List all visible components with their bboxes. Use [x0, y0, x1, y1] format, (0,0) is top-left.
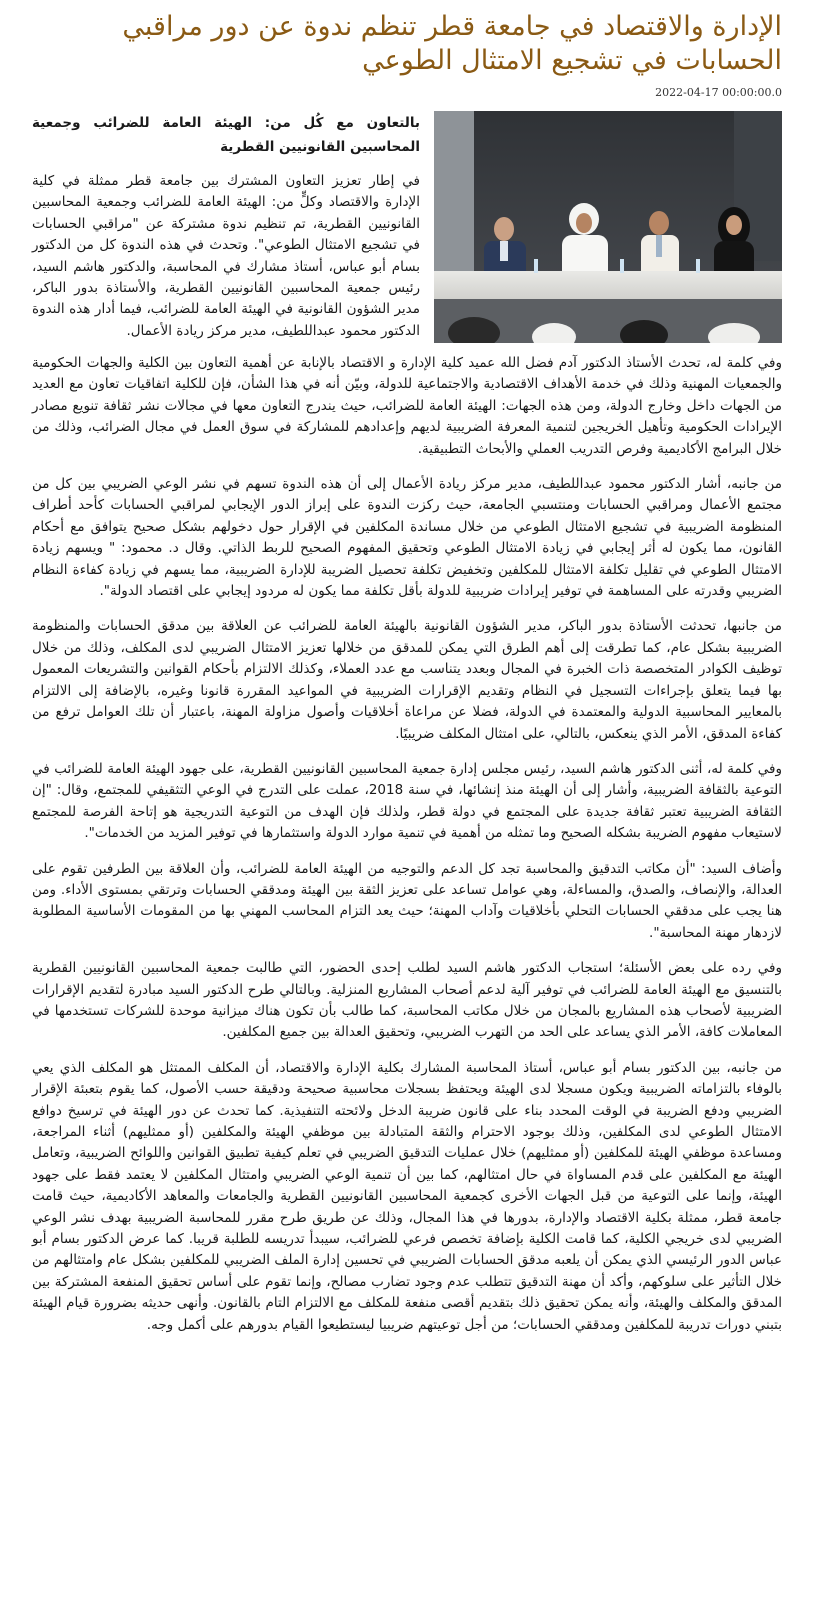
article-paragraph: وفي كلمة له، أثنى الدكتور هاشم السيد، رئيس مجلس إدارة جمعية المحاسبين القانونيين القطرية، على جهود الهيئة العامة للضرائب في التوعية بالثقافة الضريبية، وأشار إلى أن الهيئة منذ إنشائها، في سنة 2018، عملت على التدرج في الوعي التثقيفي للمجتمع، وقال: "إن الثقافة الضريبية تعتبر ثقافة جديدة على المجتمع في دولة قطر، ولذلك فإن الهدف من التوعية التدريجية هو إتاحة الفرصة للمجتمع لاستيعاب مفهوم الضريبة بشكله الصحيح وما تمثله من أهمية في تنمية موارد الدولة واستثمارها في توفير المزيد من الخدمات".	[32, 760, 782, 842]
article-paragraph: وفي رده على بعض الأسئلة؛ استجاب الدكتور هاشم السيد لطلب إحدى الحضور، التي طالبت جمعية المحاسبين القانونيين القطرية بالتنسيق مع الهيئة العامة للضرائب في توفير آلية لدعم أصحاب المشاريع المنزلية. وبالتالي طرح الدكتور السيد مبادرة لتقديم الإقرارات الضريبية لأصحاب هذه المشاريع بالمجان من خلال مكاتب المحاسبة، كما طالب بأن تكون هناك ميزانية موحدة للشركات تستخدمها في المعاملات كافة، الأمر الذي يساعد على الحد من التهرب الضريبي، وتحقيق العدالة بين جميع المكلفين.	[32, 960, 782, 1041]
article-paragraph: من جانبه، بين الدكتور بسام أبو عباس، أستاذ المحاسبة المشارك بكلية الإدارة والاقتصاد، أن المكلف الممتثل هو المكلف الذي يعي بالوفاء بالتزاماته الضريبية ويكون مسجلا لدى الهيئة ويحتفظ بسجلات محاسبية صحيحة ودقيقة حسب الأصول، كما يقوم بتعبئة الإقرار الضريبي ودفع الضريبة في الوقت المحدد بناء على قانون ضريبة الدخل ولائحته التنفيذية. كما تحدث عن دور الهيئة في ترسيخ دوافع الامتثال الطوعي لدى المكلفين، وذلك بوجود الاحترام والثقة المتبادلة بين موظفي الهيئة والمكلفين (أو ممثليهم) أثناء المراجعة، ومساعدة موظفي الهيئة للمكلفين (أو ممثليهم) خلال عمليات التدقيق الضريبي في تعلم كيفية تطبيق القوانين واللوائح الضريبية، وتعامل الهيئة مع المكلفين على قدم المساواة في حال امتثالهم، كما بين أن تنمية الوعي الضريبي وامتثال المكلفين لا يعتمد فقط على جهود الهيئة، وإنما على التوعية من قبل الجهات الأخرى كجمعية المحاسبين القانونيين القطرية والجامعات والمعاهد الأكاديمية، حيث قامت جامعة قطر، ممثلة بكلية الاقتصاد والإدارة، بدورها في هذا المجال، وذلك عن طريق طرح مقرر للمحاسبة الضريبية بهدف نشر الوعي الضريبي لدى خريجي الكلية، كما قامت الكلية بإضافة تخصص فرعي للضرائب، سيبدأ تدريسه للطلبة قريبا. كما عرض الدكتور بسام أبو عباس الدور الرئيسي الذي يمكن أن يلعبه مدقق الحسابات الضريبي في تحسين إدارة الملف الضريبي للمكلفين بشكل عام وامتثالهم من خلال التأثير على سلوكهم، وأكد أن مهنة التدقيق تتطلب عدم وجود تضارب مصالح، وإنما تقوم على أساس تحقيق المنفعة المشتركة بين المدقق والمكلف والهيئة، وأنه يمكن تحقيق ذلك بتقديم أقصى منفعة للمكلف مع الالتزام التام بالقانون. وأنهى حديثه بضرورة قيام الهيئة بتبني دورات تدريبة للمكلفين ومدققي الحسابات؛ من أجل توعيتهم ضريبيا ليستطيعوا القيام بدورهم على أكمل وجه.	[32, 1059, 782, 1333]
article-paragraph: وأضاف السيد: "أن مكاتب التدقيق والمحاسبة تجد كل الدعم والتوجيه من الهيئة العامة للضرائب، وأن العلاقة بين الطرفين تقوم على العدالة، والإنصاف، والصدق، والمساءلة، وهي عوامل تساعد على تعزيز الثقة بين الهيئة ومدققي الحسابات وترتقي بمستوى الأداء. ومن هنا يجب على مدققي الحسابات التحلي بأخلاقيات وآداب المهنة؛ حيث يعد التزام المحاسب المهني بها من المقومات الأساسية المطلوبة لازدهار مهنة المحاسبة".	[32, 860, 782, 941]
article-paragraph: في إطار تعزيز التعاون المشترك بين جامعة قطر ممثلة في كلية الإدارة والاقتصاد وكلٍّ من: الهيئة العامة للضرائب وجمعية المحاسبين القانونيين القطرية، تم تنظيم ندوة مشتركة عن "مراقبي الحسابات في تشجيع الامتثال الطوعي". وتحدث في هذه الندوة كل من الدكتور بسام أبو عباس، أستاذ مشارك في المحاسبة، والدكتور هاشم السيد، رئيس جمعية المحاسبين القانونيين القطرية، والأستاذة بدور الباكر، مدير الشؤون القانونية في الهيئة العامة للضرائب، فيما أدار هذه الندوة الدكتور محمود عبداللطيف، مدير مركز ريادة الأعمال.	[32, 173, 420, 339]
article-paragraph: من جانبها، تحدثت الأستاذة بدور الباكر، مدير الشؤون القانونية بالهيئة العامة للضرائب عن العلاقة بين مدقق الحسابات والمنظومة الضريبية بشكل عام، كما تطرقت إلى أهم الطرق التي يمكن للمدقق من خلالها تعزيز الامتثال الضريبي لدى المكلف، وذلك من خلال توظيف الكوادر المتخصصة ذات الخبرة في المجال وبعدد يتناسب مع عدد العملاء، وكذلك الالتزام بأحكام القوانين والتشريعات المعمول بها فيما يتعلق بإجراءات التسجيل في النظام وتقديم الإقرارات الضريبية في المواعيد المقررة قانونا وغيره، بالإضافة إلى الالتزام بالمعايير المحاسبية الدولية والمعتمدة في الدولة، فضلا عن مراعاة أخلاقيات وأصول مزاولة المهنة، باعتبار أن تلك العوامل ترفع من كفاءة المدقق، الأمر الذي ينعكس، بالتالي، على امتثال المكلف ضريبيًا.	[32, 618, 782, 742]
article-paragraph: من جانبه، أشار الدكتور محمود عبداللطيف، مدير مركز ريادة الأعمال إلى أن هذه الندوة تسهم في نشر الوعي الضريبي بين كل من مجتمع الأعمال ومراقبي الحسابات ومنتسبي الجامعة، حيث ركزت الندوة على إبراز الدور الإيجابي لمراقبي الحسابات كأحد أطراف المنظومة الضريبية في تشجيع الامتثال الطوعي من خلال مساندة المكلفين في الإقرار حول دخولهم بشكل صحيح يتوافق مع أحكام القانون، مما يكون له أثر إيجابي في زيادة الامتثال الطوعي وتحقيق المفهوم الصحيح للربط الذاتي. وقال د. محمود: " ويسهم زيادة الامتثال الطوعي في تقليل تكلفة الامتثال للمكلفين وتخفيض تكلفة تحصيل الضريبة للإدارة الضريبية، مما يسهم في زيادة كفاءة النظام الضريبي وقدرته على المساهمة في توفير إيرادات ضريبية للدولة بأقل تكلفة مما يكون له مردود إيجابي على اقتصاد الدولة".	[32, 476, 782, 600]
panel-photo-icon	[434, 111, 782, 343]
article	[32, 10, 782, 1350]
lead-heading: بالتعاون مع كُل من: الهيئة العامة للضرائب وجمعية المحاسبين القانونيين القطرية	[32, 115, 420, 155]
article-dateline: 2022-04-17 00:00:00.0	[655, 86, 782, 99]
article-paragraph: وفي كلمة له، تحدث الأستاذ الدكتور آدم فضل الله عميد كلية الإدارة و الاقتصاد بالإنابة عن أهمية التعاون بين الكلية والجهات الحكومية والجمعيات المهنية وذلك في خدمة الأهداف الاقتصادية والاجتماعية للدولة، وبيّن أنه في هذا الشأن، فإن للكلية اتفاقيات تعاون مع العديد من الجهات داخل وخارج الدولة، ومن هذه الجهات: الهيئة العامة للضرائب، حيث يندرج التعاون معها في مجالات نشر ثقافة تنويع مصادر الإيرادات الحكومية وتأهيل الخريجين لتنمية المعرفة الضريبية لديهم وإعدادهم للمشاركة في سوق العمل في مجال الضرائب، وذلك من خلال البرامج الأكاديمية وفرص التدريب العملي والأبحاث التطبيقية.	[32, 355, 782, 457]
article-photo	[434, 111, 782, 343]
article-title: الإدارة والاقتصاد في جامعة قطر تنظم ندوة عن دور مراقبي الحسابات في تشجيع الامتثال الطوعي	[122, 11, 782, 76]
